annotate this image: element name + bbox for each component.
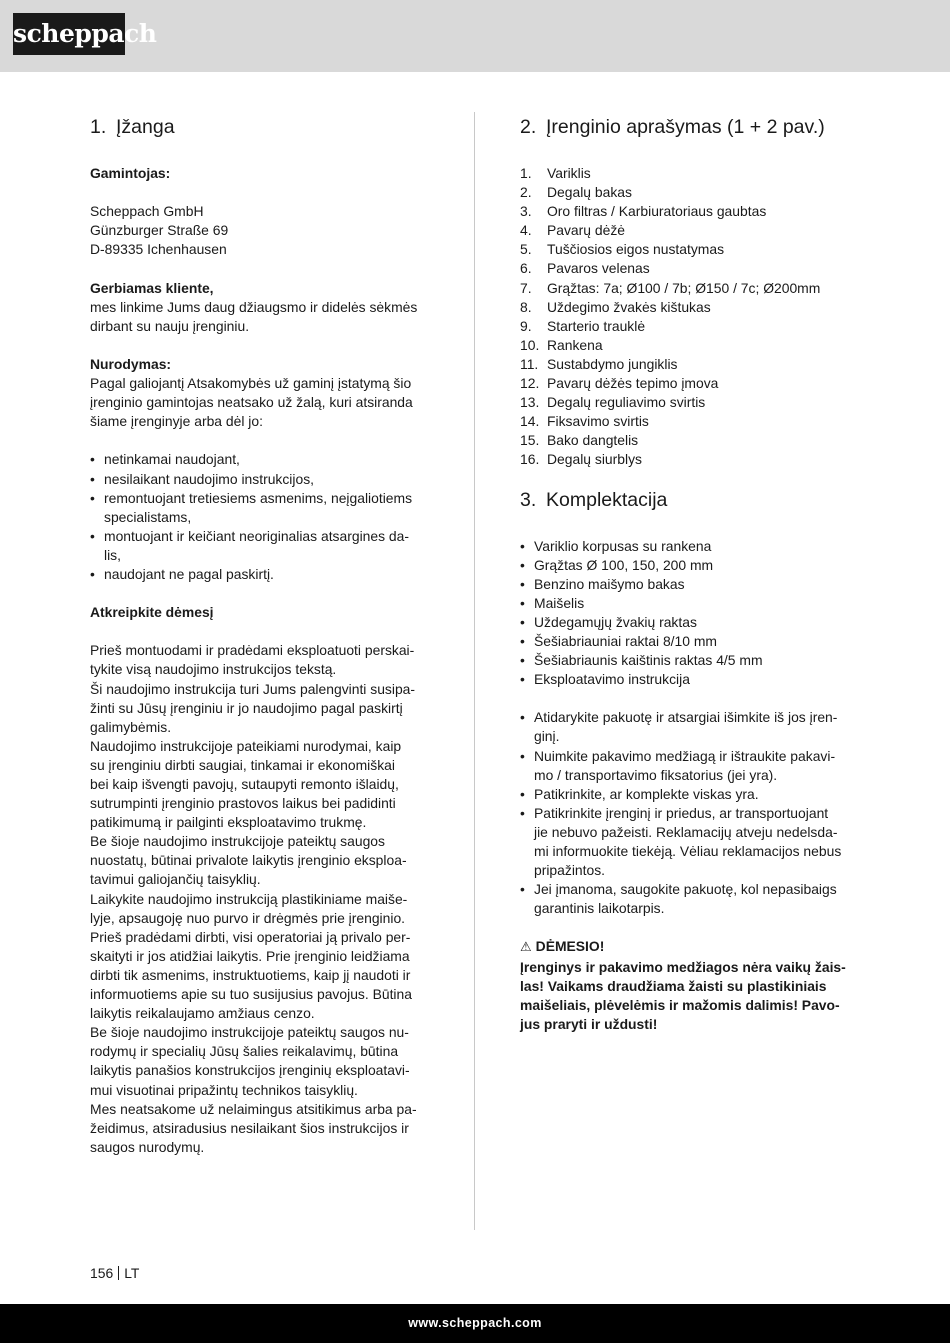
part-label: Pavarų dėžės tepimo įmova (547, 375, 719, 392)
part-label: Degalų reguliavimo svirtis (547, 394, 706, 411)
part-label: Starterio trauklė (547, 317, 646, 334)
part-item (520, 279, 860, 298)
part-label: Bako dangtelis (547, 432, 639, 449)
unpacking-list (520, 708, 860, 918)
notice-text-line: šiame įrenginyje arba dėl jo: (90, 413, 263, 430)
heading-number: 3. (520, 488, 537, 511)
body-text-line: tykite visą naudojimo instrukcijos tekstą. (90, 661, 337, 678)
part-item (520, 393, 860, 412)
list-item: • montuojant ir keičiant neoriginalias atsargines da- lis, (90, 527, 430, 565)
part-number: 16. (520, 451, 540, 468)
page-number: 156 LT (90, 1265, 140, 1281)
scope-item: • Maišelis (520, 594, 860, 613)
part-number: 11. (520, 355, 539, 372)
notice-text-line: įrenginio gamintojas neatsako už žalą, kuri atsiranda (90, 394, 413, 411)
body-text-line: Prieš montuodami ir pradėdami eksploatuoti perskai- (90, 642, 415, 659)
part-number: 1. (520, 165, 532, 181)
unpacking-step: • Patikrinkite įrenginį ir priedus, ar transportuojant jie nebuvo pažeisti. Reklamacijų atveju nedelsda- mi informuokite tiekėją. Vėliau reklamacijos nebus pripažintos. (520, 804, 860, 880)
footer-url[interactable]: www.scheppach.com (408, 1316, 542, 1330)
greeting: Gerbiamas kliente, (90, 279, 214, 296)
part-item (520, 183, 860, 202)
part-number: 13. (520, 394, 540, 411)
part-item (520, 355, 860, 374)
heading-number: 1. (90, 116, 107, 138)
part-item (520, 202, 860, 221)
unpacking-step: • Patikrinkite, ar komplekte viskas yra. (520, 785, 860, 804)
attention-label: Atkreipkite dėmesį (90, 604, 214, 621)
part-number: 9. (520, 317, 532, 334)
scope-item: • Grąžtas Ø 100, 150, 200 mm (520, 556, 860, 575)
body-text-line: galimybėmis. (90, 718, 172, 735)
scope-item: • Benzino maišymo bakas (520, 575, 860, 594)
part-label: Variklis (547, 165, 591, 181)
part-number: 12. (520, 375, 540, 392)
body-text-line: laikytis reikalaujamo amžiaus cenzo. (90, 1005, 315, 1022)
body-text-line: nuostatų, būtinai privalote laikytis įrenginio eksploa- (90, 852, 407, 869)
warning-line: Įrenginys ir pakavimo medžiagos nėra vaikų žais- (520, 958, 846, 975)
heading-text: Komplektacija (546, 488, 668, 511)
heading-number: 2. (520, 116, 537, 138)
part-number: 3. (520, 203, 532, 220)
notice-label: Nurodymas: (90, 355, 172, 372)
body-text-line: žeidimus, atsiradusius nesilaikant šios instrukcijos ir (90, 1119, 409, 1136)
part-label: Pavarų dėžė (547, 222, 625, 239)
unpacking-step: • Atidarykite pakuotę ir atsargiai išimkite iš jos įren- ginį. (520, 708, 860, 746)
address-line: Scheppach GmbH (90, 203, 204, 220)
part-number: 7. (520, 279, 532, 296)
part-number: 10. (520, 336, 540, 353)
body-text-line: Mes neatsakome už nelaimingus atsitikimus arba pa- (90, 1100, 417, 1117)
part-item (520, 374, 860, 393)
part-number: 14. (520, 413, 540, 430)
body-text-line: bei kaip išvengti pavojų, sutaupyti remonto išlaidų, (90, 776, 399, 792)
heading-text: Įžanga (116, 116, 175, 138)
heading-text: Įrenginio aprašymas (1 + 2 pav.) (546, 116, 825, 138)
unpacking-step: • Nuimkite pakavimo medžiagą ir ištraukite pakavi- mo / transportavimo fiksatorius (jei yra). (520, 747, 860, 785)
scope-item: • Šešiabriaunis kaištinis raktas 4/5 mm (520, 651, 860, 670)
part-item (520, 240, 860, 259)
part-label: Degalų bakas (547, 184, 632, 201)
body-text (90, 641, 430, 1157)
section-heading-introduction (90, 112, 430, 142)
warning-title: ⚠ DĖMESIO! (520, 937, 860, 957)
column-divider (474, 112, 475, 1230)
body-text-line: skaityti ir jos atidžiai laikytis. Prie įrenginio leidžiama (90, 947, 410, 964)
scope-item: • Eksploatavimo instrukcija (520, 670, 860, 689)
part-number: 5. (520, 241, 532, 258)
part-label: Uždegimo žvakės kištukas (547, 298, 711, 315)
part-label: Rankena (547, 336, 603, 353)
part-label: Sustabdymo jungiklis (547, 355, 678, 372)
body-text-line: žinti su Jūsų įrenginiu ir jo naudojimo pagal paskirtį (90, 699, 403, 716)
notice-text-line: Pagal galiojantį Atsakomybės už gaminį įstatymą šio (90, 375, 412, 392)
body-text-line: Naudojimo instrukcijoje pateikiami nurodymai, kaip (90, 737, 402, 754)
body-text-line: dirbti tik asmenims, instruktuotiems, kaip jį naudoti ir (90, 966, 411, 983)
body-text-line: Laikykite naudojimo instrukciją plastikiniame maiše- (90, 890, 408, 907)
address-block (90, 202, 430, 259)
part-item (520, 298, 860, 317)
address-line: D-89335 Ichenhausen (90, 241, 227, 258)
list-item: • naudojant ne pagal paskirtį. (90, 565, 430, 584)
body-text-line: laikytis panašios konstrukcijos įrenginių eksploatavi- (90, 1062, 410, 1079)
body-text-line: Ši naudojimo instrukcija turi Jums palengvinti susipa- (90, 680, 416, 697)
scope-list (520, 537, 860, 690)
part-label: Fiksavimo svirtis (547, 413, 649, 430)
warning-body (520, 958, 860, 1034)
body-text-line: Be šioje naudojimo instrukcijoje pateiktų saugos nu- (90, 1024, 409, 1041)
parts-list (520, 164, 860, 470)
body-text-line: patikimumą ir pailginti eksploatavimo trukmę. (90, 814, 367, 831)
scope-item: • Šešiabriauniai raktai 8/10 mm (520, 632, 860, 651)
part-label: Pavaros velenas (547, 260, 650, 277)
body-text-line: sutrumpinti įrenginio prastovos laikus bei padidinti (90, 795, 396, 812)
brand-logo: scheppach (13, 13, 125, 55)
section-heading-scope (520, 485, 860, 515)
list-item: • remontuojant tretiesiems asmenims, neįgaliotiems specialistams, (90, 489, 430, 527)
part-item (520, 412, 860, 431)
left-column (90, 112, 430, 1157)
liability-list (90, 450, 430, 584)
body-text-line: Prieš pradėdami dirbti, visi operatoriai ją privalo per- (90, 928, 411, 945)
manufacturer-label: Gamintojas: (90, 165, 171, 181)
body-text-line: rodymų ir specialių Jūsų šalies reikalavimų, būtina (90, 1043, 399, 1060)
warning-line: las! Vaikams draudžiama žaisti su plastikiniais (520, 977, 827, 994)
warning-line: maišeliais, plėvelėmis ir mažomis dalimis! Pavo- (520, 996, 840, 1013)
body-text-line: saugos nurodymų. (90, 1138, 205, 1155)
part-item (520, 317, 860, 336)
part-item (520, 431, 860, 450)
part-number: 6. (520, 260, 532, 277)
greeting-text-line: dirbant su nauju įrenginiu. (90, 317, 250, 334)
body-text-line: su įrenginiu dirbti saugiai, tinkamai ir ekonomiškai (90, 756, 395, 773)
address-line: Günzburger Straße 69 (90, 222, 229, 239)
body-text-line: informuotiems apie su tuo susijusius pavojus. Būtina (90, 986, 412, 1003)
body-text-line: tavimui galiojančių taisyklių. (90, 871, 261, 888)
part-item (520, 164, 860, 183)
body-text-line: mui visuotinai pripažintų technikos taisyklių. (90, 1081, 358, 1098)
header-band (0, 0, 950, 72)
body-text-line: lyje, apsaugoję nuo purvo ir drėgmės prie įrenginio. (90, 909, 406, 926)
part-number: 2. (520, 184, 532, 201)
warning-icon: ⚠ (520, 940, 532, 956)
body-text-line: Be šioje naudojimo instrukcijoje pateiktų saugos (90, 833, 385, 850)
footer-band (0, 1304, 950, 1343)
scope-item: • Variklio korpusas su rankena (520, 537, 860, 556)
part-item (520, 336, 860, 355)
part-item (520, 259, 860, 278)
part-item (520, 221, 860, 240)
part-label: Oro filtras / Karbiuratoriaus gaubtas (547, 203, 767, 220)
part-number: 8. (520, 298, 532, 315)
part-number: 15. (520, 432, 540, 449)
scope-item: • Uždegamųjų žvakių raktas (520, 613, 860, 632)
part-label: Grąžtas: 7a; Ø100 / 7b; Ø150 / 7c; Ø200mm (547, 279, 821, 296)
part-label: Degalų siurblys (547, 451, 642, 468)
warning-line: jus praryti ir uždusti! (520, 1015, 658, 1032)
unpacking-step: • Jei įmanoma, saugokite pakuotę, kol nepasibaigs garantinis laikotarpis. (520, 880, 860, 918)
part-number: 4. (520, 222, 532, 239)
list-item: • nesilaikant naudojimo instrukcijos, (90, 470, 430, 489)
part-label: Tuščiosios eigos nustatymas (547, 241, 725, 258)
part-item (520, 450, 860, 469)
section-heading-description (520, 112, 860, 142)
right-column (520, 112, 860, 1034)
greeting-text-line: mes linkime Jums daug džiaugsmo ir didelės sėkmės (90, 298, 418, 315)
list-item: • netinkamai naudojant, (90, 450, 430, 469)
